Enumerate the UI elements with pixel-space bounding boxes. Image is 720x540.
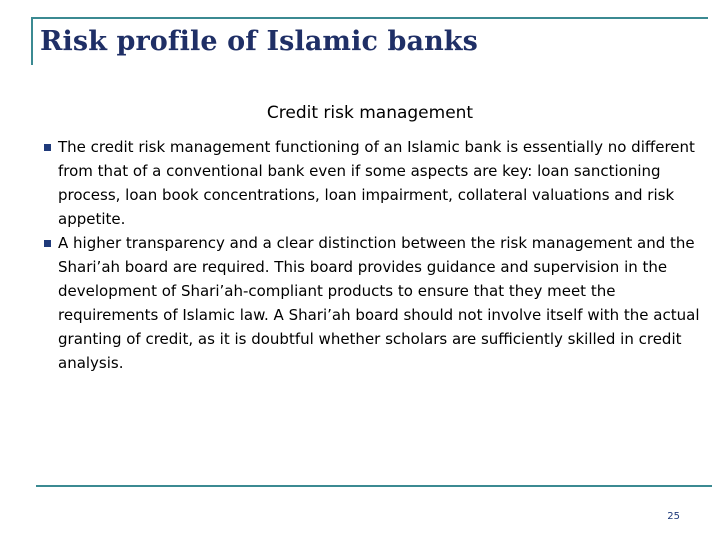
left-rule bbox=[31, 17, 33, 65]
bullet-text: A higher transparency and a clear distinction between the risk management and the Shari’ah board are required. This board provides guidance and supervision in the development of Shari’ah-compliant products to ensure that they meet the requirements of Islamic law. A Shari’ah board should not involve itself with the actual granting of credit, as it is doubtful whether scholars are sufficiently skilled in credit analysis. bbox=[58, 234, 700, 372]
square-bullet-icon bbox=[44, 240, 51, 247]
slide-subtitle: Credit risk management bbox=[266, 103, 474, 123]
slide-title: Risk profile of Islamic banks bbox=[40, 26, 478, 57]
bullet-list bbox=[42, 135, 702, 375]
bullet-item bbox=[42, 135, 702, 231]
page-number: 25 bbox=[667, 511, 680, 522]
bullet-item bbox=[42, 231, 702, 375]
top-rule bbox=[31, 17, 708, 19]
bullet-text: The credit risk management functioning of an Islamic bank is essentially no different from that of a conventional bank even if some aspects are key: loan sanctioning process, loan book concentrations, loan impairment, collateral valuations and risk appetite. bbox=[58, 138, 695, 228]
bottom-rule bbox=[36, 485, 712, 487]
square-bullet-icon bbox=[44, 144, 51, 151]
